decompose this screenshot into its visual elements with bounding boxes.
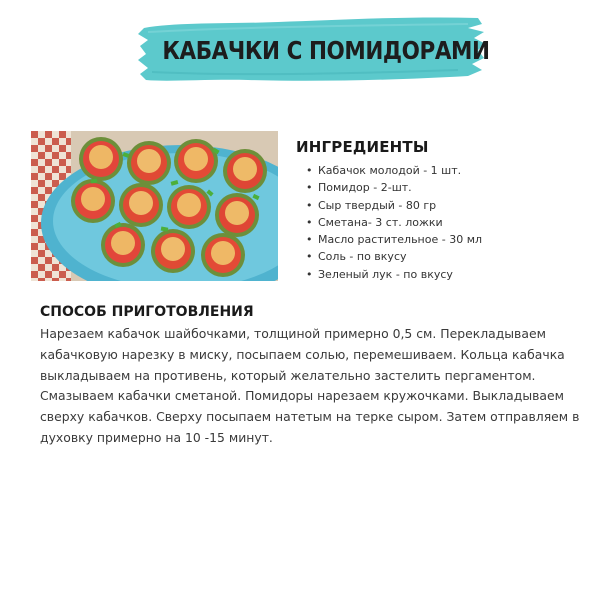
list-item [306,214,596,231]
page-title: КАБАЧКИ С ПОМИДОРАМИ [162,36,490,65]
ingredient-text: Соль - по вкусу [318,250,407,264]
bullet-icon: • [306,250,313,264]
list-item [306,266,596,283]
ingredient-text: Масло растительное - 30 мл [318,233,483,247]
list-item [306,248,596,265]
ingredient-text: Сыр твердый - 80 гр [318,198,437,212]
ingredients-section [296,138,596,283]
method-heading: СПОСОБ ПРИГОТОВЛЕНИЯ [40,304,254,320]
bullet-icon: • [306,181,313,195]
ingredients-heading: ИНГРЕДИЕНТЫ [296,138,429,156]
bullet-icon: • [306,198,313,212]
method-paragraph: Нарезаем кабачок шайбочками, толщиной примерно 0,5 см. Перекладываем кабачковую нарезку в миску, посыпаем солью, перемешиваем. Кольца кабачка выкладываем на противень, который желательно застелить пергаментом. Смазываем кабачки сметаной. Помидоры нарезаем кружочками. Выкладываем сверху кабачков. Сверху посыпаем натетым на терке сыром. Затем отправляем в духовку примерно на 10 -15 минут. [40,326,580,445]
ingredient-text: Кабачок молодой - 1 шт. [318,164,462,177]
ingredient-text: Помидор - 2-шт. [318,181,412,195]
list-item [306,162,596,179]
dish-photo [31,131,278,281]
title-banner [138,14,490,86]
list-item [306,197,596,214]
bullet-icon: • [306,267,313,281]
bullet-icon: • [306,233,313,247]
ingredient-text: Сметана- 3 ст. ложки [318,215,443,229]
list-item [306,179,596,196]
ingredient-text: Зеленый лук - по вкусу [318,267,453,281]
bullet-icon: • [306,164,313,177]
ingredients-list [296,162,596,283]
bullet-icon: • [306,215,313,229]
method-section [40,304,590,449]
list-item [306,231,596,248]
